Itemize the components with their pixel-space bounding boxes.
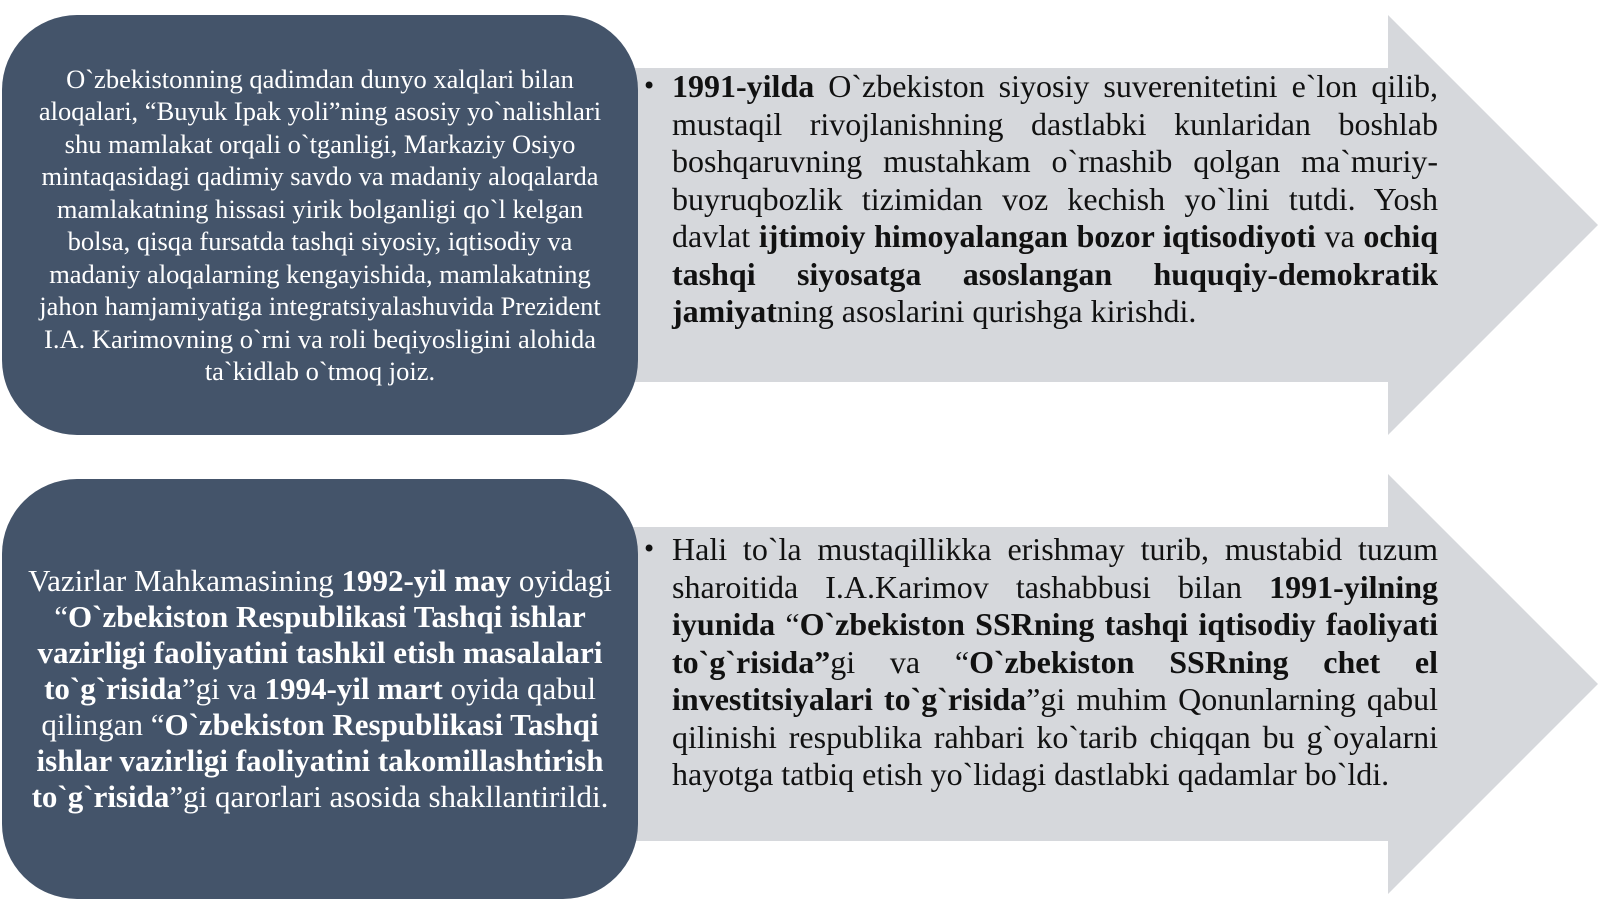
- bold-text-run: 1991-yilning iyunida: [672, 568, 1438, 642]
- info-box-2: [2, 479, 638, 899]
- arrow-text-2: [642, 531, 1439, 794]
- bullet-marker: •: [642, 72, 657, 100]
- bold-text-run: 1994-yil mart: [264, 671, 443, 706]
- text-run: “: [775, 606, 800, 642]
- text-run: ”gi va: [181, 671, 265, 706]
- bold-text-run: O`zbekiston SSRning chet el investitsiyalari to`g`risida: [672, 643, 1439, 717]
- info-box-2-text: [28, 563, 612, 815]
- text-run: gi va “: [830, 643, 970, 680]
- text-run: O`zbekiston siyosiy suverenitetini e`lon qilib, mustaqil rivojlanishning dastlabki kunlaridan boshlab boshqaruvning mustahkam o`rnashib qolgan ma`muriy-buyruqbozlik tizimidan voz kechish yo`lini tutdi. Yosh davlat: [672, 68, 1438, 254]
- bold-text-run: 1991-yilda: [672, 68, 815, 104]
- arrow-text-1-content: [672, 68, 1438, 329]
- info-box-1: [2, 15, 638, 435]
- bullet-marker: •: [642, 535, 657, 563]
- text-run: oyida qabul qilingan “: [41, 671, 596, 742]
- text-run: O`zbekistonning qadimdan dunyo xalqlari bilan aloqalari, “Buyuk Ipak yoli”ning asosiy yo`nalishlari shu mamlakat orqali o`tganligi, Markaziy Osiyo mintaqasidagi qadimiy savdo va madaniy aloqalarda mamlakatning hissasi yirik bolganligi qo`l kelgan bolsa, qisqa fursatda tashqi siyosiy, iqtisodiy va madaniy aloqalarning kengayishida, mamlakatning jahon hamjamiyatiga integratsiyalashuvida Prezident I.A. Karimovning o`rni va roli beqiyosligini alohida ta`kidlab o`tmoq joiz.: [38, 63, 602, 386]
- arrow-text-1: [642, 68, 1439, 331]
- text-run: va: [1315, 218, 1364, 254]
- text-run: Hali to`la mustaqillikka erishmay turib, mustabid tuzum sharoitida I.A.Karimov tashabbusi bilan: [672, 531, 1438, 605]
- text-run: oyidagi “: [54, 563, 612, 634]
- bold-text-run: O`zbekiston Respublikasi Tashqi ishlar vazirligi faoliyatini tashkil etish masalalari to`g`risida: [37, 599, 603, 706]
- bold-text-run: ijtimoiy himoyalangan bozor iqtisodiyoti: [758, 218, 1316, 254]
- bold-text-run: O`zbekiston SSRning tashqi iqtisodiy faoliyati to`g`risida”: [672, 606, 1439, 680]
- bold-text-run: O`zbekiston Respublikasi Tashqi ishlar vazirligi faoliyatini takomillashtirish to`g`risida: [31, 707, 604, 814]
- bold-text-run: 1992-yil may: [341, 563, 512, 598]
- arrow-text-2-content: [672, 531, 1438, 792]
- info-box-1-text: [28, 63, 612, 388]
- text-run: ”gi muhim Qonunlarning qabul qilinishi respublika rahbari ko`tarib chiqqan bu g`oyalarni hayotga tatbiq etish yo`lidagi dastlabki qadamlar bo`ldi.: [672, 681, 1438, 792]
- bold-text-run: ochiq tashqi siyosatga asoslangan huquqiy-demokratik jamiyat: [672, 218, 1439, 329]
- text-run: ”gi qarorlari asosida shakllantirildi.: [169, 779, 609, 814]
- text-run: Vazirlar Mahkamasining: [28, 563, 342, 598]
- text-run: ning asoslarini qurishga kirishdi.: [776, 293, 1197, 329]
